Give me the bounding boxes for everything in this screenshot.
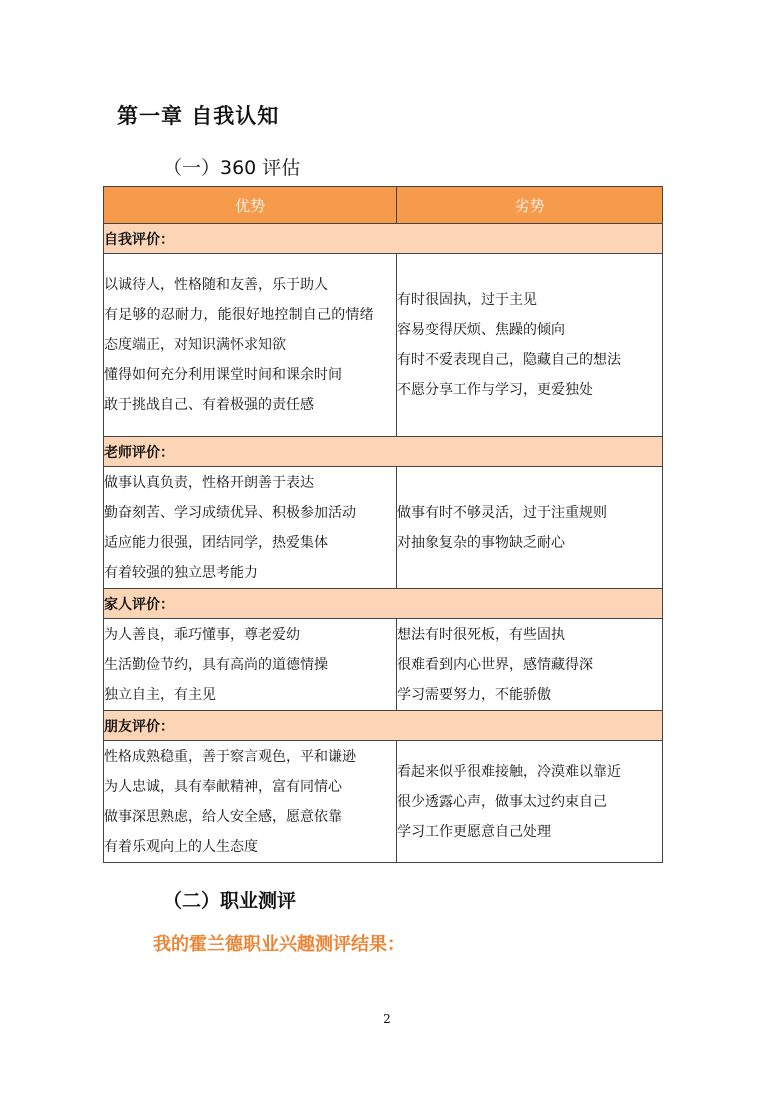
strength-item: 有着乐观向上的人生态度 xyxy=(104,838,258,855)
strength-item: 态度端正，对知识满怀求知欲 xyxy=(104,337,286,353)
weaknesses-cell xyxy=(397,254,663,437)
weakness-item: 很难看到内心世界，感情藏得深 xyxy=(397,656,593,673)
strengths-cell xyxy=(104,467,397,589)
table-row xyxy=(104,741,663,863)
strengths-cell xyxy=(104,741,397,863)
strength-item: 性格成熟稳重，善于察言观色，平和谦逊 xyxy=(104,748,356,765)
section-title-360: （一）360 评估 xyxy=(163,157,301,179)
strength-item: 勤奋刻苦、学习成绩优异、积极参加活动 xyxy=(104,504,356,521)
weakness-item: 做事有时不够灵活，过于注重规则 xyxy=(397,504,607,521)
strength-item: 有着较强的独立思考能力 xyxy=(104,564,258,581)
group-row-self xyxy=(104,224,663,254)
strength-item: 敢于挑战自己、有着极强的责任感 xyxy=(104,397,314,413)
page-number: 2 xyxy=(383,1012,391,1026)
group-row-friends xyxy=(104,711,663,741)
weaknesses-cell xyxy=(397,467,663,589)
weakness-item: 学习需要努力，不能骄傲 xyxy=(397,686,551,703)
strength-item: 为人忠诚，具有奉献精神，富有同情心 xyxy=(104,778,342,795)
strength-item: 有足够的忍耐力，能很好地控制自己的情绪 xyxy=(104,307,374,323)
weakness-item: 不愿分享工作与学习，更爱独处 xyxy=(397,382,593,398)
group-label: 朋友评价： xyxy=(104,711,663,741)
header-weaknesses: 劣势 xyxy=(397,187,663,224)
holland-result-heading: 我的霍兰德职业兴趣测评结果： xyxy=(153,934,405,955)
strength-item: 适应能力很强，团结同学，热爱集体 xyxy=(104,534,328,551)
table-row xyxy=(104,467,663,589)
header-strengths: 优势 xyxy=(104,187,397,224)
table-row xyxy=(104,254,663,437)
weakness-item: 看起来似乎很难接触，冷漠难以靠近 xyxy=(397,763,621,780)
group-row-family xyxy=(104,589,663,619)
weakness-item: 对抽象复杂的事物缺乏耐心 xyxy=(397,534,565,551)
weakness-item: 容易变得厌烦、焦躁的倾向 xyxy=(397,322,565,338)
group-label: 自我评价： xyxy=(104,224,663,254)
strength-item: 懂得如何充分利用课堂时间和课余时间 xyxy=(104,367,342,383)
chapter-title: 第一章 自我认知 xyxy=(117,104,280,128)
strengths-cell xyxy=(104,254,397,437)
strength-item: 以诚待人，性格随和友善，乐于助人 xyxy=(104,277,328,293)
table-header-row xyxy=(104,187,663,224)
weakness-item: 有时不爱表现自己，隐藏自己的想法 xyxy=(397,352,621,368)
strength-item: 做事认真负责，性格开朗善于表达 xyxy=(104,474,314,491)
weaknesses-cell xyxy=(397,741,663,863)
weakness-item: 学习工作更愿意自己处理 xyxy=(397,823,551,840)
evaluation-table xyxy=(103,186,663,863)
strength-item: 生活勤俭节约，具有高尚的道德情操 xyxy=(104,656,328,673)
group-label: 家人评价： xyxy=(104,589,663,619)
strength-item: 为人善良，乖巧懂事，尊老爱幼 xyxy=(104,626,300,643)
weakness-item: 想法有时很死板，有些固执 xyxy=(397,626,565,643)
strength-item: 独立自主，有主见 xyxy=(104,686,216,703)
strength-item: 做事深思熟虑，给人安全感，愿意依靠 xyxy=(104,808,342,825)
section-title-career: （二）职业测评 xyxy=(163,890,297,912)
table-row xyxy=(104,619,663,711)
weakness-item: 很少透露心声，做事太过约束自己 xyxy=(397,793,607,810)
group-label: 老师评价： xyxy=(104,437,663,467)
group-row-teacher xyxy=(104,437,663,467)
weakness-item: 有时很固执，过于主见 xyxy=(397,292,537,308)
weaknesses-cell xyxy=(397,619,663,711)
strengths-cell xyxy=(104,619,397,711)
